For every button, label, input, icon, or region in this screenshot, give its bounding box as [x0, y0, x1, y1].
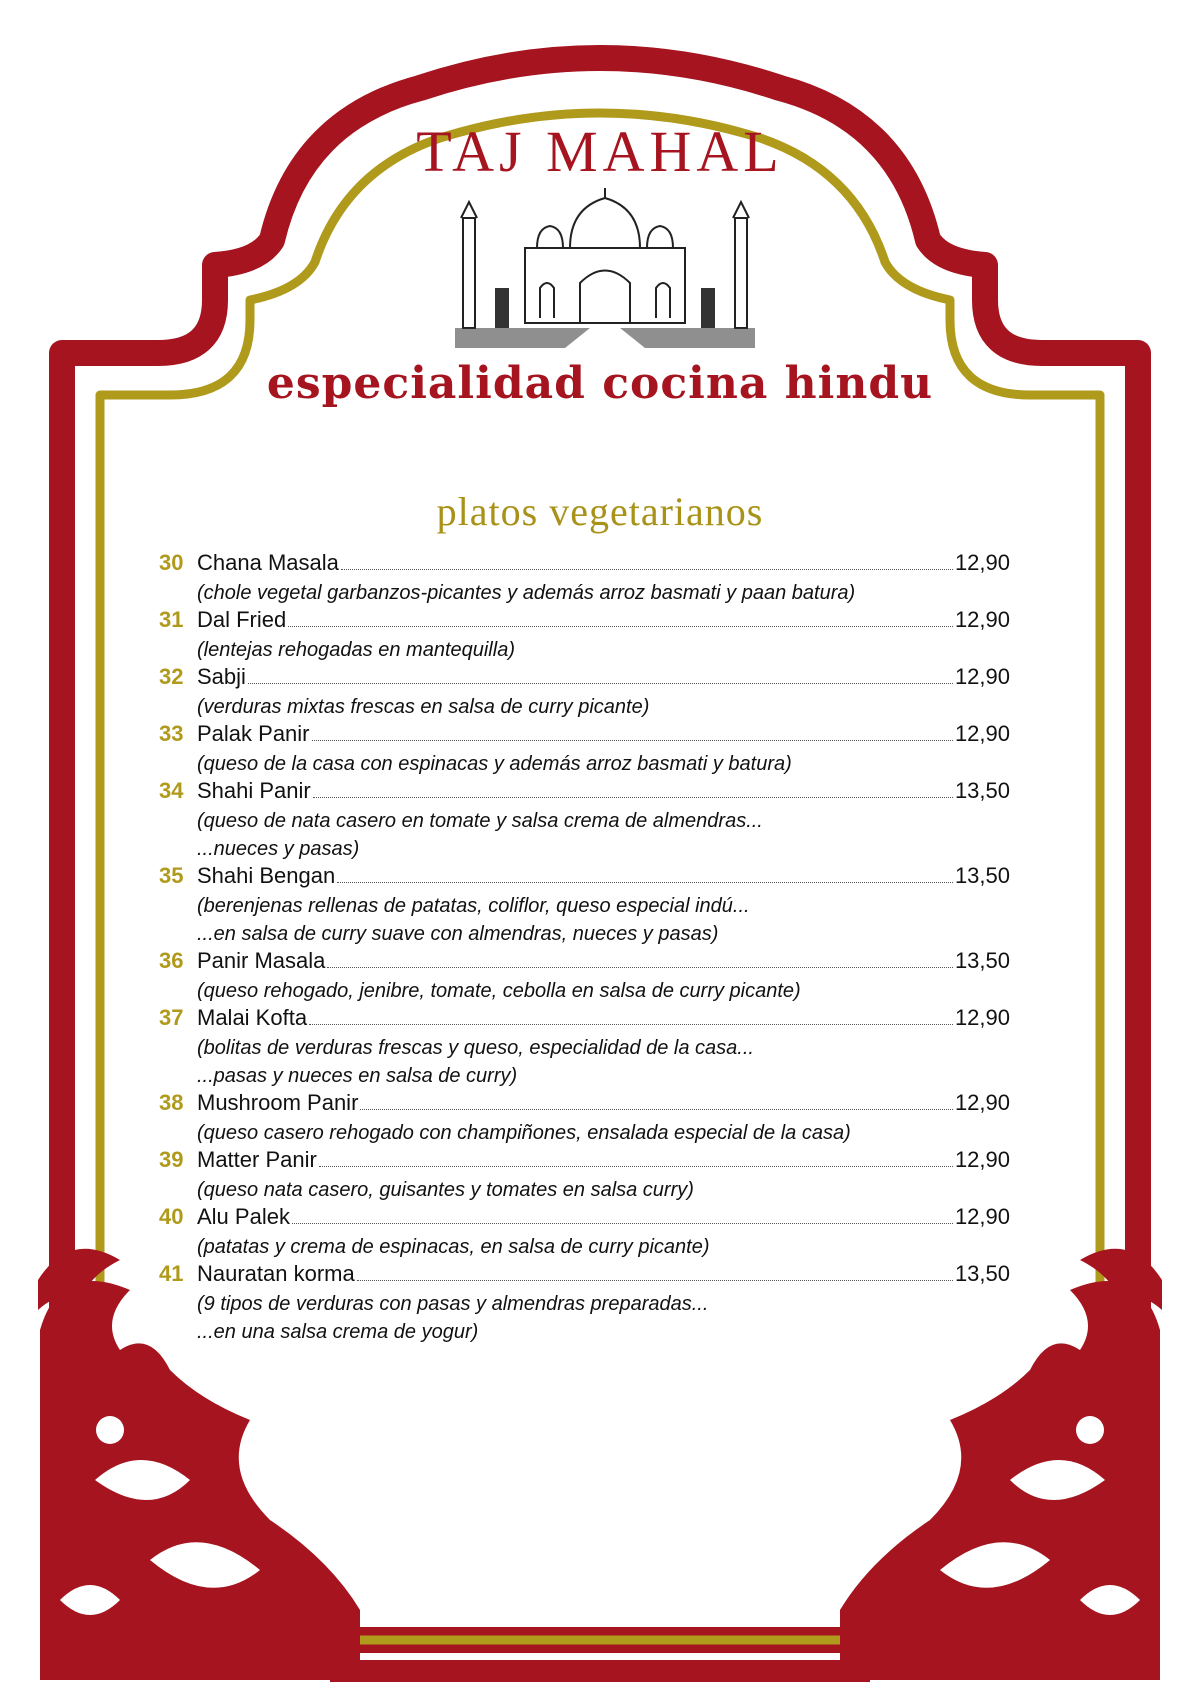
menu-item-number: 38	[159, 1090, 184, 1115]
menu-item	[159, 1261, 1010, 1346]
dot-leader	[337, 881, 953, 883]
menu-item-description: (bolitas de verduras frescas y queso, especialidad de la casa... ...pasas y nueces en salsa de curry)	[197, 1037, 754, 1087]
menu-list	[159, 550, 1010, 1346]
menu-item	[159, 721, 1010, 778]
menu-item-name: Palak Panir	[197, 721, 310, 746]
menu-item-name: Nauratan korma	[197, 1261, 355, 1286]
menu-item-price: 13,50	[954, 948, 1010, 973]
dot-leader	[341, 568, 953, 570]
menu-item-number: 37	[159, 1005, 184, 1030]
menu-item	[159, 607, 1010, 664]
menu-item-description: (queso rehogado, jenibre, tomate, cebolla en salsa de curry picante)	[197, 980, 801, 1002]
menu-item	[159, 863, 1010, 948]
menu-item-line	[159, 607, 1010, 636]
menu-item-name: Dal Fried	[197, 607, 287, 632]
menu-item-line	[159, 721, 1010, 750]
menu-item-price: 12,90	[954, 550, 1010, 575]
menu-item-number: 34	[159, 778, 184, 803]
menu-item-number: 36	[159, 948, 184, 973]
menu-item-description: (berenjenas rellenas de patatas, coliflor, queso especial indú... ...en salsa de curry suave con almendras, nueces y pasas)	[197, 895, 750, 945]
menu-item-description: (queso de nata casero en tomate y salsa crema de almendras... ...nueces y pasas)	[197, 810, 763, 860]
menu-item-description: (verduras mixtas frescas en salsa de curry picante)	[197, 696, 650, 718]
menu-item	[159, 664, 1010, 721]
menu-item-line	[159, 863, 1010, 892]
menu-item-line	[159, 948, 1010, 977]
red-bottom-band	[330, 1660, 870, 1682]
menu-item-number: 39	[159, 1147, 184, 1172]
cuisine-subtitle: especialidad cocina hindu	[266, 358, 934, 409]
menu-item-line	[159, 1204, 1010, 1233]
menu-item-number: 31	[159, 607, 184, 632]
menu-item-price: 13,50	[954, 863, 1010, 888]
menu-item-line	[159, 664, 1010, 693]
menu-item-name: Shahi Panir	[197, 778, 311, 803]
menu-item-name: Matter Panir	[197, 1147, 317, 1172]
menu-item	[159, 550, 1010, 607]
menu-item-description: (patatas y crema de espinacas, en salsa de curry picante)	[197, 1236, 710, 1258]
menu-item-price: 12,90	[954, 721, 1010, 746]
menu-item	[159, 1147, 1010, 1204]
menu-item-number: 30	[159, 550, 184, 575]
dot-leader	[327, 966, 953, 968]
menu-item	[159, 1204, 1010, 1261]
menu-item-price: 12,90	[954, 1090, 1010, 1115]
dot-leader	[248, 682, 953, 684]
menu-item-number: 41	[159, 1261, 184, 1286]
menu-item-description: (queso de la casa con espinacas y además arroz basmati y batura)	[197, 753, 792, 775]
dot-leader	[319, 1165, 953, 1167]
menu-item-number: 33	[159, 721, 184, 746]
menu-item-name: Panir Masala	[197, 948, 326, 973]
dot-leader	[360, 1108, 953, 1110]
menu-item-name: Alu Palek	[197, 1204, 290, 1229]
menu-item-price: 12,90	[954, 1147, 1010, 1172]
menu-item-description: (lentejas rehogadas en mantequilla)	[197, 639, 515, 661]
menu-item-price: 12,90	[954, 1204, 1010, 1229]
menu-item	[159, 948, 1010, 1005]
dot-leader	[357, 1279, 953, 1281]
menu-item-description: (chole vegetal garbanzos-picantes y además arroz basmati y paan batura)	[197, 582, 856, 604]
menu-item	[159, 778, 1010, 863]
menu-item-name: Shahi Bengan	[197, 863, 336, 888]
menu-item	[159, 1090, 1010, 1147]
menu-item-line	[159, 778, 1010, 807]
menu-item	[159, 1005, 1010, 1090]
dot-leader	[292, 1222, 953, 1224]
menu-item-number: 40	[159, 1204, 184, 1229]
menu-item-line	[159, 1261, 1010, 1290]
menu-item-description: (queso casero rehogado con champiñones, ensalada especial de la casa)	[197, 1122, 851, 1144]
menu-item-description: (queso nata casero, guisantes y tomates en salsa curry)	[197, 1179, 694, 1201]
brand-title: TAJ MAHAL	[416, 119, 784, 184]
dot-leader	[312, 739, 953, 741]
taj-mahal-illustration	[455, 188, 755, 348]
section-heading: platos vegetarianos	[436, 489, 764, 534]
menu-item-price: 12,90	[954, 1005, 1010, 1030]
dot-leader	[288, 625, 953, 627]
menu-item-price: 13,50	[954, 778, 1010, 803]
dot-leader	[313, 796, 953, 798]
menu-item-number: 32	[159, 664, 184, 689]
menu-item-name: Mushroom Panir	[197, 1090, 359, 1115]
menu-item-price: 13,50	[954, 1261, 1010, 1286]
menu-item-name: Sabji	[197, 664, 246, 689]
menu-item-line	[159, 1147, 1010, 1176]
menu-item-line	[159, 550, 1010, 579]
menu-item-price: 12,90	[954, 664, 1010, 689]
menu-item-number: 35	[159, 863, 184, 888]
menu-item-line	[159, 1090, 1010, 1119]
menu-item-line	[159, 1005, 1010, 1034]
menu-item-price: 12,90	[954, 607, 1010, 632]
dot-leader	[309, 1023, 953, 1025]
menu-item-name: Chana Masala	[197, 550, 339, 575]
menu-item-description: (9 tipos de verduras con pasas y almendras preparadas... ...en una salsa crema de yogur)	[197, 1293, 709, 1343]
menu-item-name: Malai Kofta	[197, 1005, 308, 1030]
